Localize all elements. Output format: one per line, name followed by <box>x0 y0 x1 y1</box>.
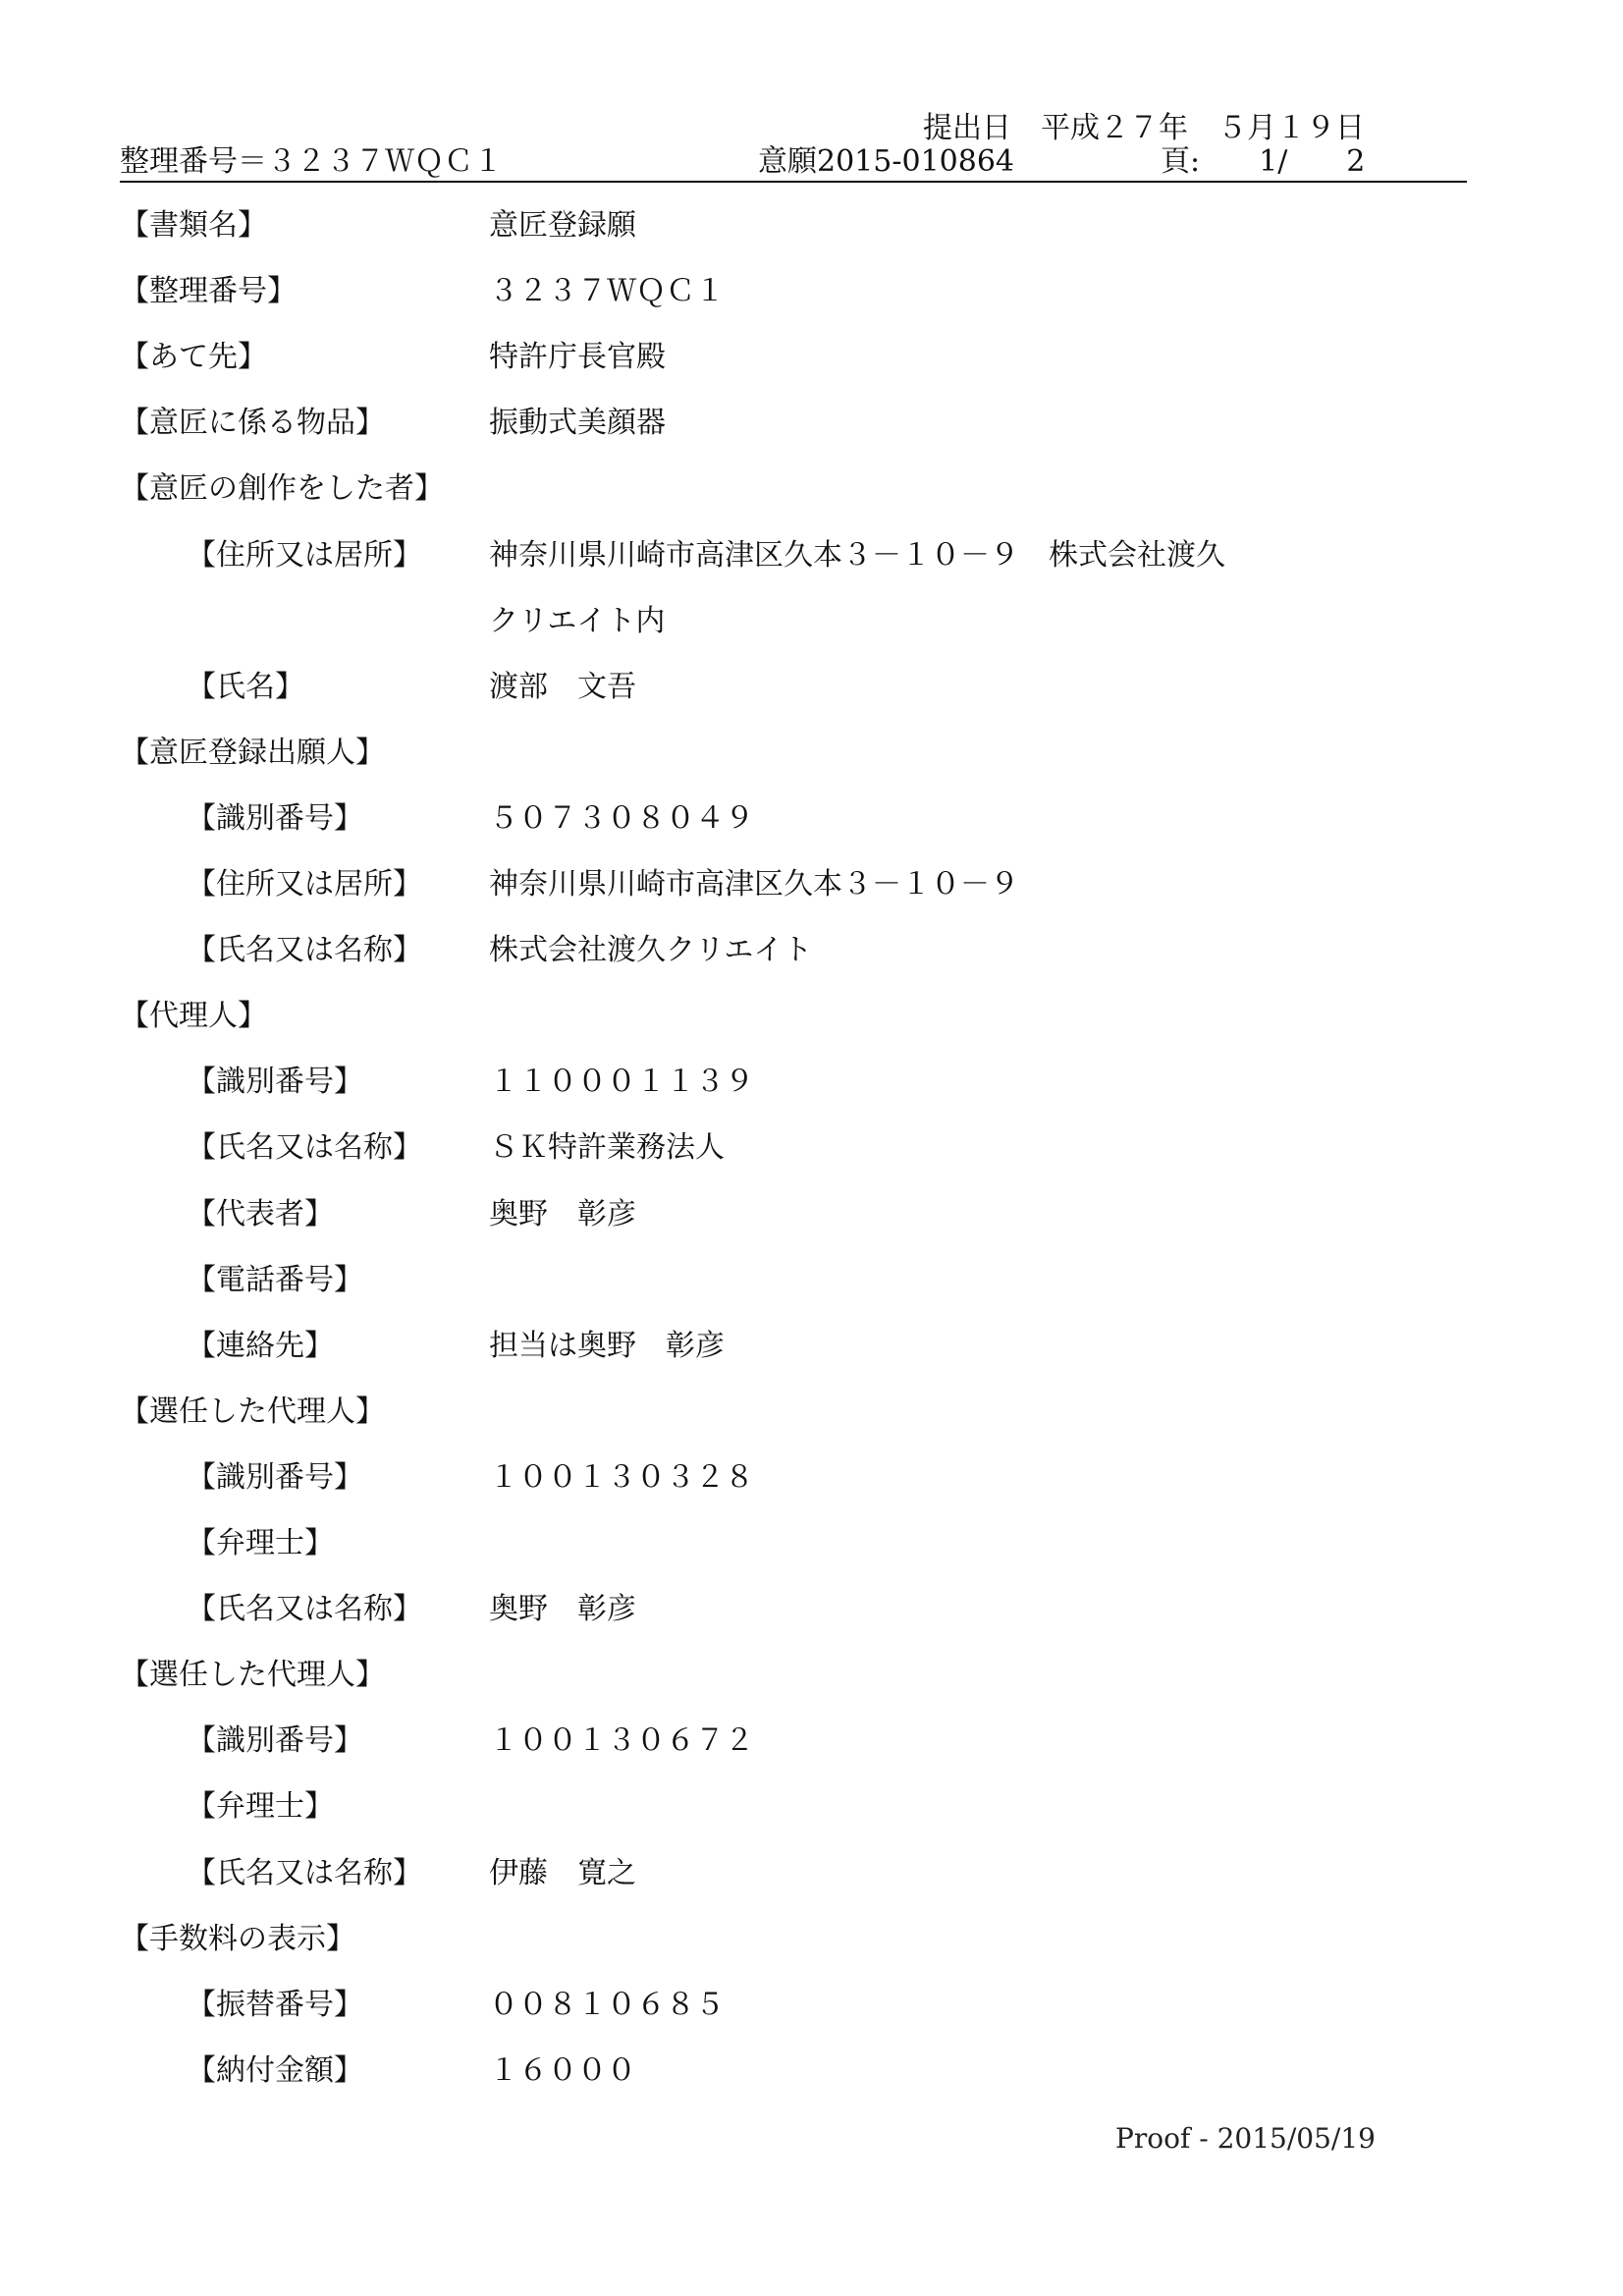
field-row <box>120 799 1467 839</box>
field-row <box>120 469 1467 509</box>
field-row <box>120 1458 1467 1498</box>
field-label: 【あて先】 <box>120 340 267 375</box>
field-label: 【氏名又は名称】 <box>187 933 422 968</box>
field-value: 伊藤 寛之 <box>489 1855 636 1890</box>
field-row <box>120 1787 1467 1827</box>
field-row <box>120 668 1467 707</box>
field-value: 奥野 彰彦 <box>489 1592 636 1627</box>
field-label: 【氏名又は名称】 <box>187 1855 422 1890</box>
field-value: ３２３７ＷＱＣ１ <box>489 274 725 309</box>
field-label: 【識別番号】 <box>187 800 363 836</box>
field-row <box>120 931 1467 970</box>
field-label: 【電話番号】 <box>187 1262 363 1297</box>
field-label: 【連絡先】 <box>187 1328 334 1363</box>
field-label: 【弁理士】 <box>187 1526 334 1560</box>
field-value: 神奈川県川崎市高津区久本３－１０－９ <box>489 867 1019 902</box>
field-value: 意匠登録願 <box>489 208 636 243</box>
field-label: 【代表者】 <box>187 1196 334 1231</box>
field-value: 株式会社渡久クリエイト <box>489 933 813 968</box>
field-row <box>120 1590 1467 1629</box>
field-row <box>120 1722 1467 1761</box>
submission-date: 提出日 平成２７年 ５月１９日 <box>923 111 1365 145</box>
field-row <box>120 734 1467 773</box>
field-row <box>120 1261 1467 1300</box>
field-row <box>120 1656 1467 1695</box>
field-value: 奥野 彰彦 <box>489 1196 636 1231</box>
field-value: １６０００ <box>489 2052 636 2088</box>
field-label: 【手数料の表示】 <box>120 1921 355 1956</box>
field-row <box>120 1986 1467 2025</box>
field-label: 【代理人】 <box>120 999 267 1034</box>
field-value: 担当は奥野 彰彦 <box>489 1328 725 1363</box>
field-value: ＳＫ特許業務法人 <box>489 1130 725 1166</box>
field-value: １００１３０３２８ <box>489 1459 754 1495</box>
field-value: ００８１０６８５ <box>489 1987 725 2022</box>
field-label: 【識別番号】 <box>187 1065 363 1100</box>
field-value: １００１３０６７２ <box>489 1723 754 1759</box>
field-row <box>120 1920 1467 1959</box>
field-label: 【書類名】 <box>120 208 267 243</box>
field-row <box>120 1063 1467 1102</box>
field-label: 【氏名】 <box>187 669 304 704</box>
field-row <box>120 404 1467 443</box>
reference-number: 整理番号＝３２３７ＷＱＣ１ <box>120 144 503 179</box>
document-header <box>120 106 1467 183</box>
field-row <box>120 1128 1467 1168</box>
field-label: 【納付金額】 <box>187 2052 363 2088</box>
field-label: 【意匠に係る物品】 <box>120 406 385 441</box>
field-value: 渡部 文吾 <box>489 669 636 704</box>
field-label: 【意匠登録出願人】 <box>120 735 385 770</box>
field-label: 【整理番号】 <box>120 274 297 309</box>
field-value: 振動式美顔器 <box>489 406 666 441</box>
field-row <box>120 865 1467 904</box>
field-label: 【選任した代理人】 <box>120 1658 385 1693</box>
field-value: 特許庁長官殿 <box>489 340 666 375</box>
field-label: 【氏名又は名称】 <box>187 1130 422 1166</box>
field-label: 【選任した代理人】 <box>120 1394 385 1429</box>
field-value: 神奈川県川崎市高津区久本３－１０－９ 株式会社渡久 <box>489 537 1225 573</box>
proof-stamp: Proof - 2015/05/19 <box>1115 2122 1376 2155</box>
field-label: 【弁理士】 <box>187 1789 334 1825</box>
field-row <box>120 602 1467 641</box>
field-label: 【住所又は居所】 <box>187 867 422 902</box>
field-row <box>120 536 1467 575</box>
field-label: 【識別番号】 <box>187 1723 363 1759</box>
application-number: 意願2015-010864 <box>758 144 1015 179</box>
field-value: クリエイト内 <box>489 603 666 638</box>
field-label: 【住所又は居所】 <box>187 537 422 573</box>
page-indicator: 頁: 1/ 2 <box>1161 144 1366 179</box>
field-label: 【意匠の創作をした者】 <box>120 471 444 507</box>
field-row <box>120 1327 1467 1366</box>
field-label: 【振替番号】 <box>187 1987 363 2022</box>
field-row <box>120 997 1467 1036</box>
field-label: 【氏名又は名称】 <box>187 1592 422 1627</box>
field-row <box>120 2051 1467 2091</box>
field-row <box>120 1195 1467 1234</box>
field-row <box>120 1393 1467 1432</box>
field-value: １１０００１１３９ <box>489 1065 754 1100</box>
field-row <box>120 272 1467 311</box>
field-value: ５０７３０８０４９ <box>489 800 754 836</box>
field-row <box>120 338 1467 377</box>
field-row <box>120 1524 1467 1563</box>
field-row <box>120 206 1467 246</box>
field-row <box>120 1854 1467 1893</box>
field-label: 【識別番号】 <box>187 1459 363 1495</box>
